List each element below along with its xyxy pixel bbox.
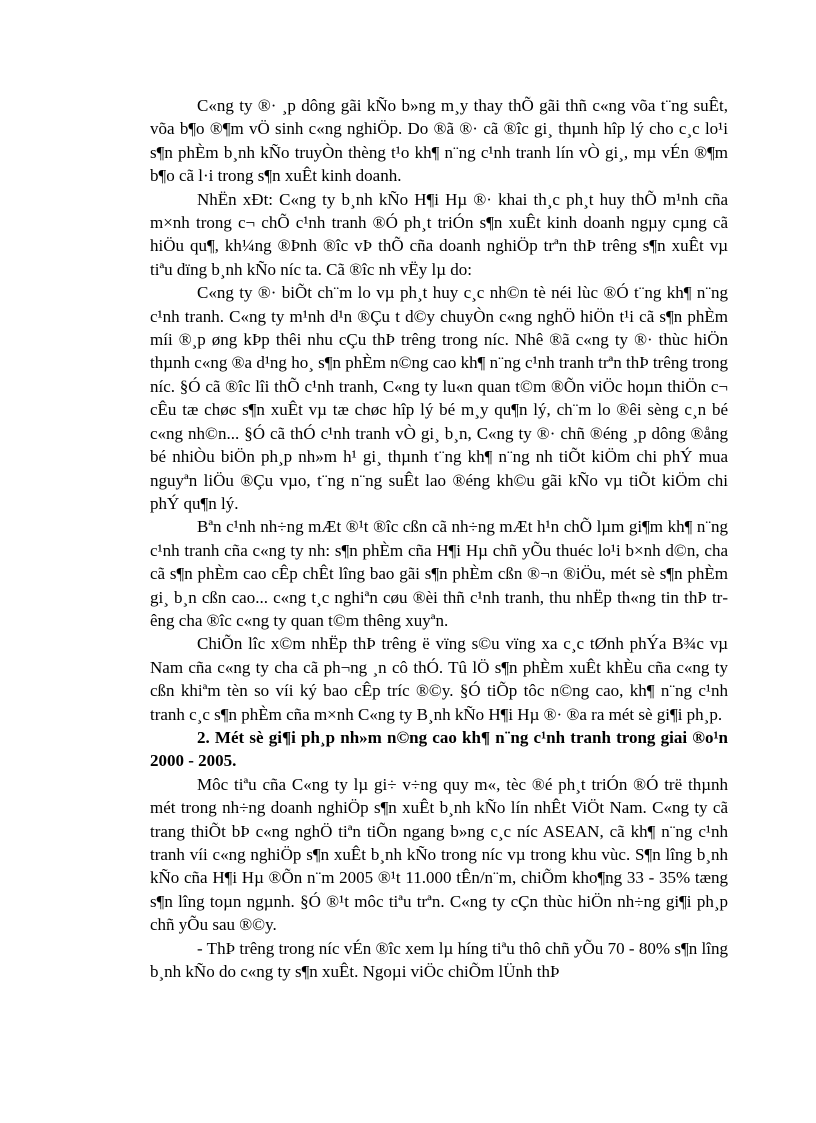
- paragraph-limitations: Bªn c¹nh nh÷ng mÆt ®¹t ®îc cßn cã nh÷ng mÆt h¹n chÕ lµm gi¶m kh¶ n¨ng c¹nh tranh cña c«ng ty nh: s¶n phÈm cña H¶i Hµ chñ yÕu thuéc lo¹i b×nh d©n, cha cã s¶n phÈm cao cÊp chÊt lîng bao gãi s¶n phÈm cßn ®¬n ®iÖu, mét sè s¶n phÈm gi¸ b¸n cßn cao... c«ng t¸c nghiªn cøu ®èi thñ c¹nh tranh, thu nhËp th«ng tin thÞ trêng cha ®îc c«ng ty quan t©m thêng xuyªn.: [150, 517, 728, 630]
- paragraph-assessment: NhËn xÐt: C«ng ty b¸nh kÑo H¶i Hµ ®· khai th¸c ph¸t huy thÕ m¹nh cña m×nh trong c¬ chÕ c¹nh tranh ®Ó ph¸t triÓn s¶n xuÊt kinh doanh ngµy cµng cã hiÖu qu¶, kh¼ng ®Þnh ®îc vÞ thÕ cña doanh nghiÖp trªn thÞ trêng s¶n xuÊt vµ tiªu dïng b¸nh kÑo níc ta. Cã ®îc nh vËy lµ do:: [150, 189, 728, 279]
- paragraph-packaging: C«ng ty ®· ¸p dông gãi kÑo b»ng m¸y thay thÕ gãi thñ c«ng võa t¨ng suÊt, võa b¶o ®¶m vÖ sinh c«ng nghiÖp. Do ®ã ®· cã ®îc gi¸ thµnh hîp lý cho c¸c lo¹i s¶n phÈm b¸nh kÑo truyÒn thèng t¹o kh¶ n¨ng c¹nh tranh lín vÒ gi¸, mµ vÉn ®¶m b¶o cã l·i trong s¶n xuÊt kinh doanh.: [150, 96, 728, 186]
- paragraph-domestic-market: - ThÞ trêng trong níc vÉn ®îc xem lµ híng tiªu thô chñ yÕu 70 - 80% s¶n lîng b¸nh kÑo do c«ng ty s¶n xuÊt. Ngoµi viÖc chiÕm lÜnh thÞ: [150, 938, 728, 982]
- paragraph-internal-strengths: C«ng ty ®· biÕt ch¨m lo vµ ph¸t huy c¸c nh©n tè néi lùc ®Ó t¨ng kh¶ n¨ng c¹nh tranh. C«ng ty m¹nh d¹n ®Çu t d©y chuyÒn c«ng nghÖ hiÖn t¹i cã s¶n phÈm míi ®¸p øng kÞp thêi nhu cÇu thÞ trêng trong níc. Nhê ®ã c«ng ty ®· thùc hiÖn thµnh c«ng ®a d¹ng ho¸ s¶n phÈm n©ng cao kh¶ n¨ng c¹nh tranh trªn thÞ trêng trong níc. §Ó cã ®îc lîi thÕ c¹nh tranh, C«ng ty lu«n quan t©m ®Õn viÖc hoµn thiÖn c¬ cÊu tæ chøc s¶n xuÊt vµ tæ chøc hîp lý bé m¸y qu¶n lý, ch¨m lo ®êi sèng c¸n bé c«ng nh©n... §Ó cã thÓ c¹nh tranh vÒ gi¸ b¸n, C«ng ty ®· chñ ®éng ¸p dông ®ång bé nhiÒu biÖn ph¸p nh»m h¹ gi¸ thµnh t¨ng kh¶ n¨ng nh tiÕt kiÖm chi phÝ mua nguyªn liÖu ®Çu vµo, t¨ng n¨ng suÊt lao ®éng kh©u gãi kÑo vµ tiÕt kiÖm chi phÝ qu¶n lý.: [150, 283, 728, 513]
- section-heading: 2. Mét sè gi¶i ph¸p nh»m n©ng cao kh¶ n¨ng c¹nh tranh trong giai ®o¹n 2000 - 2005.: [150, 727, 728, 771]
- paragraph-market-strategy: ChiÕn lîc x©m nhËp thÞ trêng ë vïng s©u vïng xa c¸c tØnh phÝa B¾c vµ Nam cña c«ng ty cha cã ph¬ng ¸n cô thÓ. Tû lÖ s¶n phÈm xuÊt khÈu cña c«ng ty cßn khiªm tèn so víi ký bao cÊp tríc ®©y. §Ó tiÕp tôc n©ng cao, kh¶ n¨ng c¹nh tranh c¸c s¶n phÈm cña m×nh C«ng ty B¸nh kÑo H¶i Hµ ®· ®a ra mét sè gi¶i ph¸p.: [150, 634, 728, 724]
- paragraph-objectives: Môc tiªu cña C«ng ty lµ gi÷ v÷ng quy m«, tèc ®é ph¸t triÓn ®Ó trë thµnh mét trong nh÷ng doanh nghiÖp s¶n xuÊt b¸nh kÑo lín nhÊt ViÖt Nam. C«ng ty cã trang thiÕt bÞ c«ng nghÖ tiªn tiÕn ngang b»ng c¸c níc ASEAN, cã kh¶ n¨ng c¹nh tranh víi c«ng nghiÖp s¶n xuÊt b¸nh kÑo trong níc vµ trong khu vùc. S¶n lîng b¸nh kÑo cña H¶i Hµ ®Õn n¨m 2005 ®¹t 11.000 tÊn/n¨m, chiÕm kho¶ng 33 - 35% tæng s¶n lîng toµn ngµnh. §Ó ®¹t môc tiªu trªn. C«ng ty cÇn thùc hiÖn nh÷ng gi¶i ph¸p chñ yÕu sau ®©y.: [150, 774, 728, 935]
- document-body: [150, 94, 728, 983]
